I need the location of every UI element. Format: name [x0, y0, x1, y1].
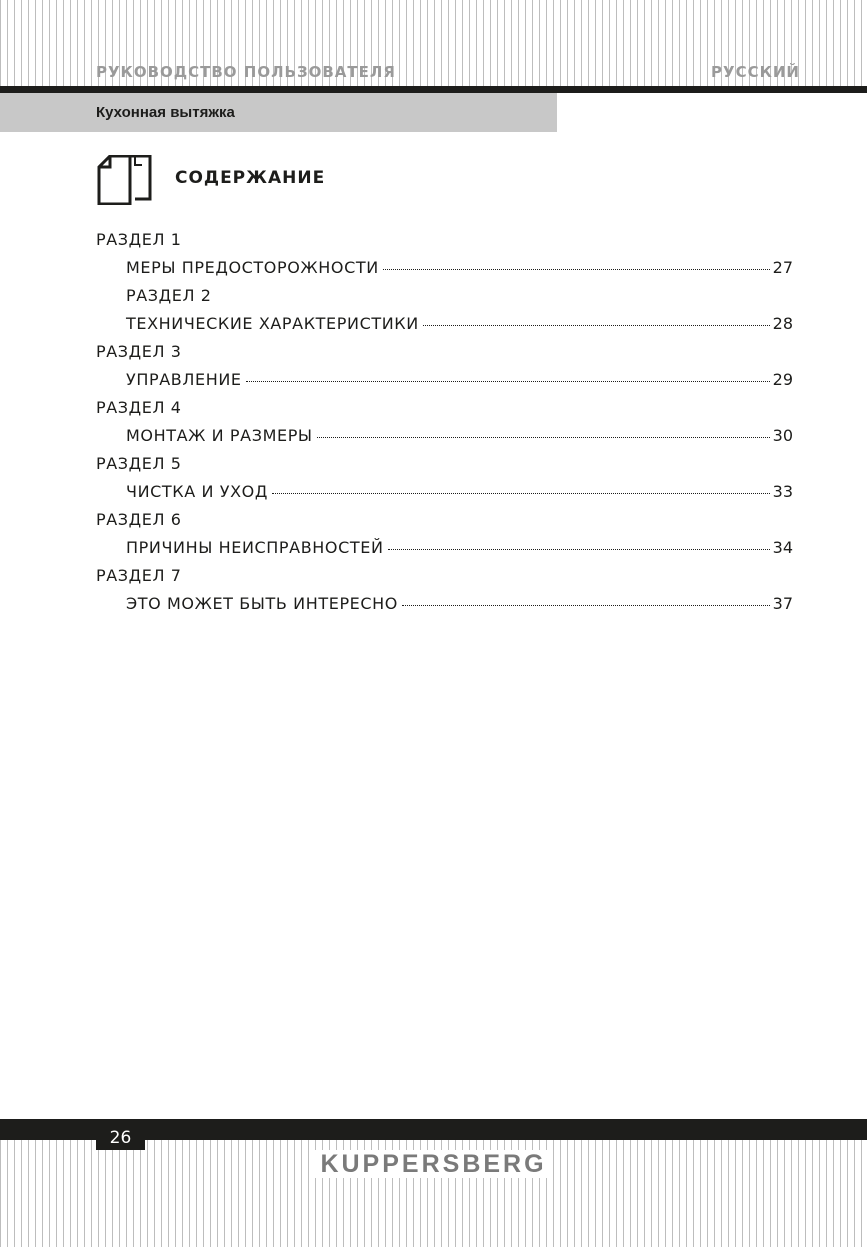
toc-section-heading: РАЗДЕЛ 1 [96, 230, 182, 249]
toc-entry [96, 366, 793, 394]
product-band [0, 93, 557, 132]
toc-page-number: 27 [772, 258, 793, 277]
toc-page-number: 30 [772, 426, 793, 445]
header-rule [0, 86, 867, 93]
documents-icon [97, 155, 153, 205]
toc-entry-title: ЭТО МОЖЕТ БЫТЬ ИНТЕРЕСНО [126, 594, 398, 613]
toc-section-heading: РАЗДЕЛ 7 [96, 566, 182, 585]
page-number: 26 [109, 1128, 132, 1148]
page-number-box [96, 1126, 145, 1150]
dot-leader [317, 437, 770, 438]
toc-entry [96, 310, 793, 338]
brand-name: KUPPERSBERG [314, 1150, 552, 1178]
toc-entry-title: ТЕХНИЧЕСКИЕ ХАРАКТЕРИСТИКИ [126, 314, 419, 333]
language-label: РУССКИЙ [711, 63, 800, 81]
dot-leader [402, 605, 770, 606]
dot-leader [388, 549, 770, 550]
dot-leader [272, 493, 770, 494]
toc-section-heading: РАЗДЕЛ 3 [96, 342, 182, 361]
toc-entry-title: МОНТАЖ И РАЗМЕРЫ [126, 426, 313, 445]
dot-leader [246, 381, 770, 382]
page-header [0, 63, 867, 85]
toc-page-number: 28 [772, 314, 793, 333]
brand-logo [0, 1150, 867, 1179]
table-of-contents [96, 226, 793, 618]
toc-page-number: 29 [772, 370, 793, 389]
toc-page-number: 33 [772, 482, 793, 501]
toc-page-number: 37 [772, 594, 793, 613]
toc-entry-title: УПРАВЛЕНИЕ [126, 370, 242, 389]
dot-leader [423, 325, 770, 326]
dot-leader [383, 269, 770, 270]
toc-entry-title: МЕРЫ ПРЕДОСТОРОЖНОСТИ [126, 258, 379, 277]
toc-section-heading: РАЗДЕЛ 4 [96, 398, 182, 417]
toc-entry [96, 534, 793, 562]
toc-section-heading: РАЗДЕЛ 2 [126, 286, 212, 305]
toc-page-number: 34 [772, 538, 793, 557]
toc-section-heading: РАЗДЕЛ 5 [96, 454, 182, 473]
manual-title: РУКОВОДСТВО ПОЛЬЗОВАТЕЛЯ [96, 63, 396, 81]
toc-section-heading: РАЗДЕЛ 6 [96, 510, 182, 529]
toc-entry [96, 254, 793, 282]
contents-title: СОДЕРЖАНИЕ [175, 168, 326, 188]
product-name: Кухонная вытяжка [96, 104, 235, 121]
toc-entry [96, 422, 793, 450]
toc-entry [96, 478, 793, 506]
toc-entry [96, 590, 793, 618]
toc-entry-title: ПРИЧИНЫ НЕИСПРАВНОСТЕЙ [126, 538, 384, 557]
toc-entry-title: ЧИСТКА И УХОД [126, 482, 268, 501]
